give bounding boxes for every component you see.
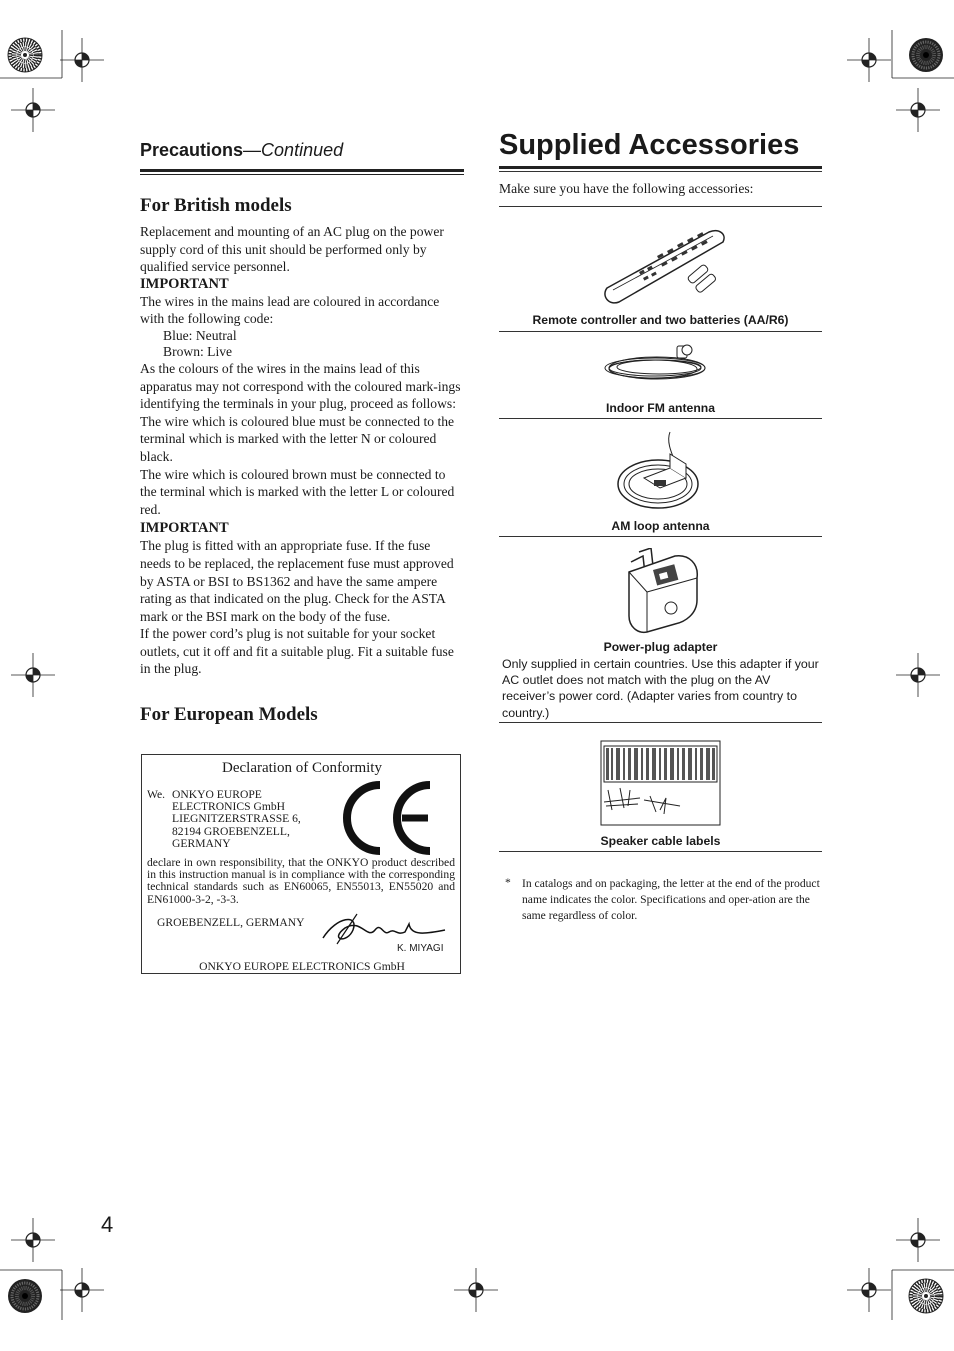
footnote-text: In catalogs and on packaging, the letter at the end of the product name indicates the color. Specifications and oper-ation are the same regardless of color.: [522, 877, 820, 922]
brown-wire-paragraph: The wire which is coloured brown must be connected to the terminal which is marked with the letter L or coloured red.: [140, 466, 455, 517]
declaration-of-conformity-box: [141, 754, 461, 974]
page-number: 4: [101, 1212, 114, 1237]
accessory-caption-fm: Indoor FM antenna: [605, 401, 715, 415]
declaration-address: ONKYO EUROPE ELECTRONICS GmbH LIEGNITZERSTRASSE 6, 82194 GROEBENZELL, GERMANY: [172, 788, 301, 850]
plug-adapter-note: Only supplied in certain countries. Use this adapter if your AC outlet does not match with the plug on the AV receiver’s power cord. (Adapter varies from country to country.): [502, 657, 819, 720]
footnote-mark: *: [505, 876, 511, 889]
section-rule: [140, 169, 464, 172]
declaration-title: Declaration of Conformity: [222, 760, 382, 776]
speaker-cable-labels-icon: [600, 740, 722, 826]
european-models-heading: For European Models: [140, 704, 318, 726]
accessory-caption-remote: Remote controller and two batteries (AA/R6): [532, 313, 789, 327]
supplied-accessories-column: [499, 126, 822, 926]
remote-controller-icon: [599, 226, 731, 306]
section-title: Precautions—Continued: [140, 140, 344, 160]
power-plug-adapter-icon: [617, 548, 707, 638]
wire-blue: Blue: Neutral: [163, 327, 237, 343]
accessory-caption-speaker: Speaker cable labels: [600, 834, 721, 848]
fm-antenna-icon: [603, 340, 719, 390]
declaration-place: GROEBENZELL, GERMANY: [157, 916, 305, 929]
fuse-paragraph: The plug is fitted with an appropriate fuse. If the fuse needs to be replaced, the replacement fuse must approved by ASTA or BSI to BS1362 and have the same ampere rating as that indicated on the plug. Check for the ASTA mark or the BSI mark on the body of the fuse.: [140, 538, 454, 624]
declaration-statement: declare in own responsibility, that the ONKYO product described in this instruction manual is in compliance with the corresponding technical standards such as EN60065, EN55013, EN55020 and EN61000-3-2, -3-3.: [147, 856, 455, 906]
accessory-caption-am: AM loop antenna: [611, 519, 710, 533]
wiring-paragraph: As the colours of the wires in the mains lead of this apparatus may not correspond with the coloured mark-ings identifying the terminals in your plug, proceed as follows:: [140, 360, 461, 412]
accessories-intro: Make sure you have the following accessories:: [499, 181, 754, 196]
accessory-caption-plug: Power-plug adapter: [603, 640, 718, 654]
signature-icon: [317, 910, 452, 946]
wires-intro: The wires in the mains lead are coloured in accordance with the following code:: [140, 293, 440, 327]
british-models-heading: For British models: [140, 195, 292, 216]
declaration-signer: K. MIYAGI: [397, 943, 444, 954]
declaration-company: ONKYO EUROPE ELECTRONICS GmbH: [199, 960, 405, 973]
blue-wire-paragraph: The wire which is coloured blue must be connected to the terminal which is marked with the letter N or coloured black.: [140, 413, 455, 464]
important-label: IMPORTANT: [140, 275, 229, 292]
page-title: Supplied Accessories: [499, 129, 800, 161]
am-loop-antenna-icon: [614, 428, 706, 516]
precautions-column: [140, 140, 464, 732]
plug-paragraph: If the power cord’s plug is not suitable for your socket outlets, cut it off and fit a suitable plug. Fit a suitable fuse in the plug.: [140, 626, 454, 677]
important-label: IMPORTANT: [140, 520, 229, 537]
ce-mark-icon: [332, 781, 436, 855]
declaration-we: We.: [147, 788, 166, 801]
british-intro: Replacement and mounting of an AC plug on the power supply cord of this unit should be performed only by qualified service personnel.: [140, 224, 444, 275]
wire-brown: Brown: Live: [163, 343, 233, 359]
